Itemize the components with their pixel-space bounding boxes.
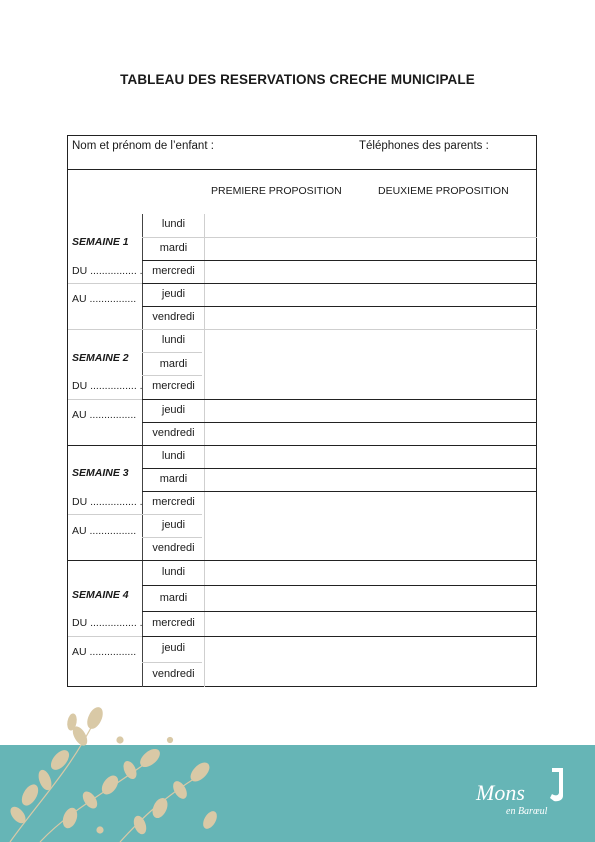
week-1-day-mercredi: mercredi [152,265,195,277]
row-divider [142,662,202,663]
week-4-day-mercredi: mercredi [152,617,195,629]
leaves-decoration [0,700,240,842]
reservation-table [67,135,537,687]
week-4-day-mardi: mardi [159,592,188,604]
label-divider [68,514,142,515]
week-2-to-field[interactable]: AU ................ [72,409,137,421]
logo-name: Mons [476,780,525,805]
week-divider [68,329,537,330]
week-1-day-jeudi: jeudi [161,288,186,300]
week-divider [68,445,537,446]
week-4-label: SEMAINE 4 [72,589,129,601]
week-1-day-lundi: lundi [161,218,186,230]
week-divider [68,560,537,561]
row-divider [142,514,202,515]
week-4-day-jeudi: jeudi [161,642,186,654]
week-3-day-jeudi: jeudi [161,519,186,531]
row-divider [142,611,537,612]
row-divider [142,491,537,492]
week-3-label: SEMAINE 3 [72,467,129,479]
page-title: TABLEAU DES RESERVATIONS CRECHE MUNICIPALE [120,72,475,87]
row-divider [142,237,537,238]
week-4-to-field[interactable]: AU ................ [72,646,137,658]
week-2-day-mercredi: mercredi [152,380,195,392]
child-name-field[interactable]: Nom et prénom de l’enfant : [72,140,214,152]
week-3-from-field[interactable]: DU ................ . [72,496,143,508]
week-1-label: SEMAINE 1 [72,236,129,248]
week-4-day-lundi: lundi [161,566,186,578]
row-divider [142,468,537,469]
row-divider [142,636,537,637]
row-divider [142,537,202,538]
second-proposition-header: DEUXIEME PROPOSITION [378,185,509,197]
week-4-from-field[interactable]: DU ................ . [72,617,143,629]
week-1-day-vendredi: vendredi [152,311,195,323]
logo-subtitle: en Barœul [506,806,548,817]
header-row [68,136,536,170]
row-divider [142,585,537,586]
week-2-day-jeudi: jeudi [161,404,186,416]
first-proposition-header: PREMIERE PROPOSITION [211,185,342,197]
week-2-day-lundi: lundi [161,334,186,346]
parents-phone-field[interactable]: Téléphones des parents : [359,140,489,152]
row-divider [142,375,202,376]
week-2-from-field[interactable]: DU ................ . [72,380,143,392]
row-divider [142,260,537,261]
label-divider [68,283,142,284]
week-4-day-vendredi: vendredi [152,668,195,680]
mons-en-baroeul-logo [476,766,576,826]
label-divider [68,399,142,400]
row-divider [142,283,537,284]
row-divider [142,352,202,353]
logo-emblem-icon [546,766,566,804]
day-column-right-border [204,214,205,687]
week-1-from-field[interactable]: DU ................ . [72,265,143,277]
week-1-day-mardi: mardi [159,242,188,254]
week-3-to-field[interactable]: AU ................ [72,525,137,537]
week-3-day-lundi: lundi [161,450,186,462]
week-2-day-vendredi: vendredi [152,427,195,439]
week-3-day-mardi: mardi [159,473,188,485]
label-divider [68,636,142,637]
week-1-to-field[interactable]: AU ................ [72,293,137,305]
week-3-day-vendredi: vendredi [152,542,195,554]
week-2-label: SEMAINE 2 [72,352,129,364]
row-divider [142,399,537,400]
row-divider [142,422,537,423]
week-2-day-mardi: mardi [159,358,188,370]
row-divider [142,306,537,307]
week-3-day-mercredi: mercredi [152,496,195,508]
